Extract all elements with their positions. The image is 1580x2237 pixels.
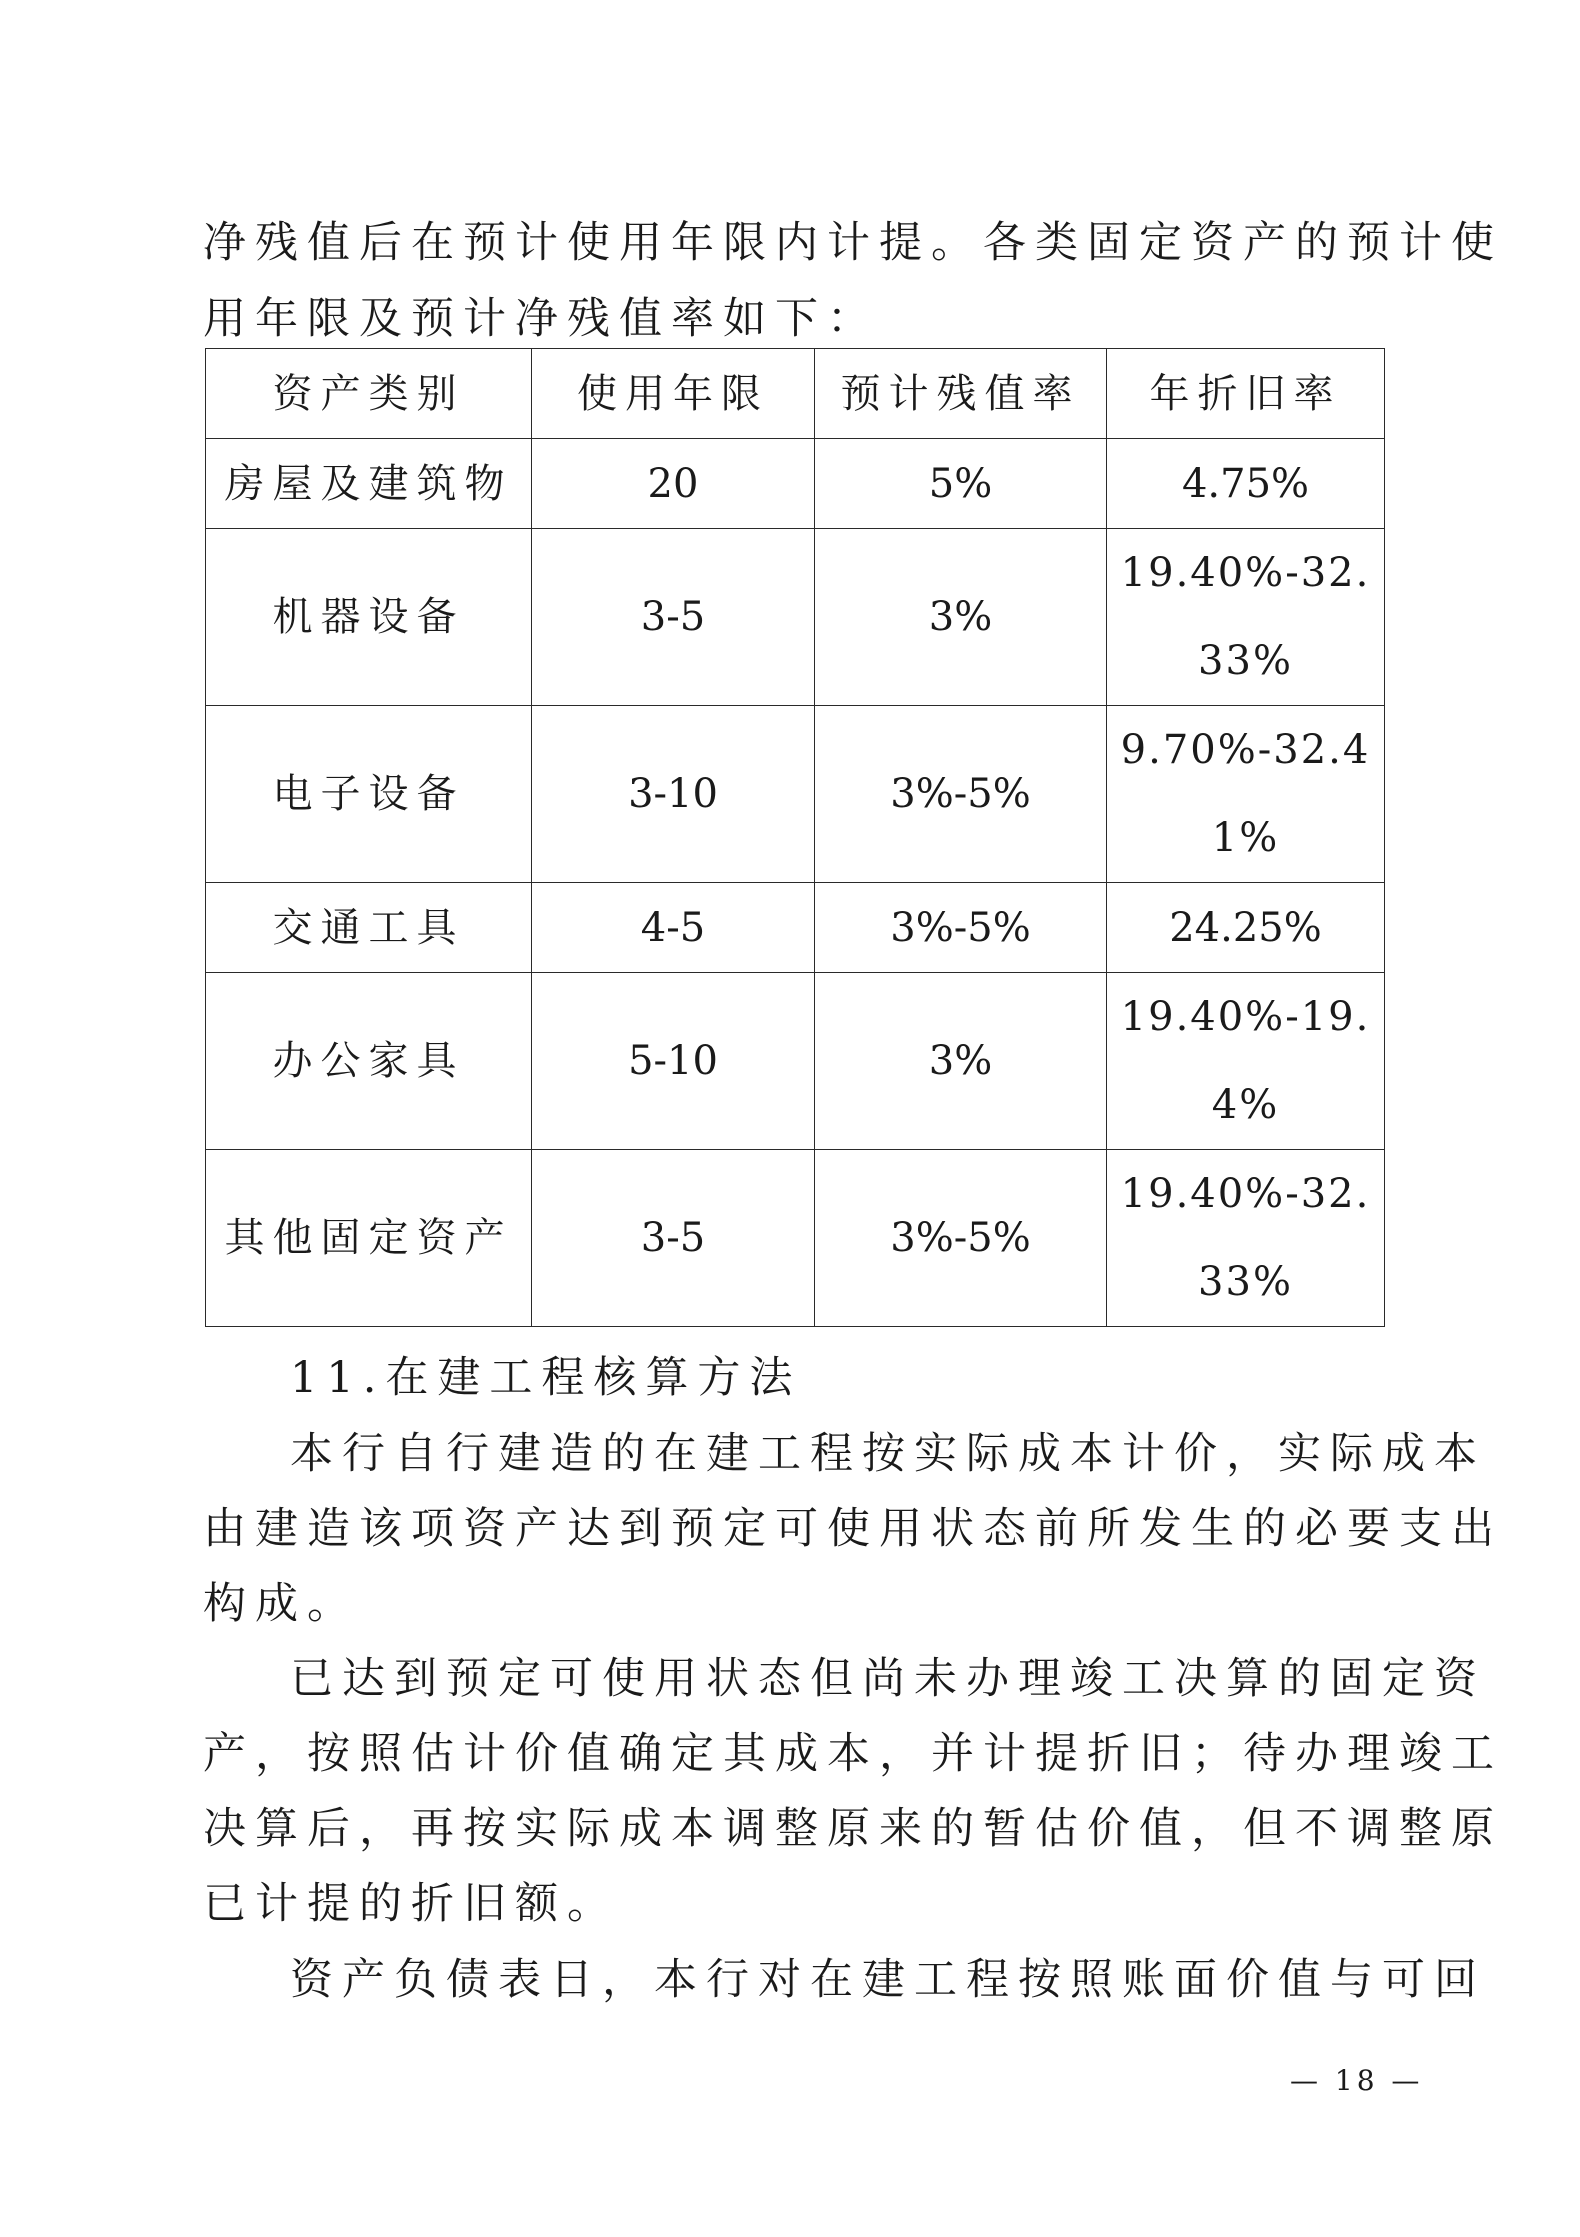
cell-residual: 5% xyxy=(815,439,1107,529)
cell-rate xyxy=(1107,973,1385,1150)
paragraph-line: 本行自行建造的在建工程按实际成本计价，实际成本 xyxy=(290,1429,1486,1479)
cell-residual: 3%-5% xyxy=(815,1150,1107,1327)
table-row xyxy=(206,973,1385,1150)
table-row xyxy=(206,529,1385,706)
rate-line: 4.75% xyxy=(1181,460,1310,507)
intro-line-2: 用年限及预计净残值率如下： xyxy=(203,294,879,344)
table-row xyxy=(206,439,1385,529)
cell-years: 3-5 xyxy=(532,529,815,706)
paragraph-line: 由建造该项资产达到预定可使用状态前所发生的必要支出 xyxy=(203,1504,1503,1554)
cell-years: 3-10 xyxy=(532,706,815,883)
cell-years: 4-5 xyxy=(532,883,815,973)
rate-line: 19.40%-32. xyxy=(1120,1171,1371,1217)
cell-category: 电子设备 xyxy=(206,706,532,883)
rate-line-wrap: 33% xyxy=(1198,638,1293,684)
cell-rate xyxy=(1107,1150,1385,1327)
header-residual: 预计残值率 xyxy=(815,349,1107,439)
table-row xyxy=(206,706,1385,883)
rate-line: 19.40%-19. xyxy=(1120,994,1371,1040)
cell-residual: 3%-5% xyxy=(815,706,1107,883)
cell-category: 房屋及建筑物 xyxy=(206,439,532,529)
paragraph-line: 决算后，再按实际成本调整原来的暂估价值，但不调整原 xyxy=(203,1804,1503,1854)
cell-category: 其他固定资产 xyxy=(206,1150,532,1327)
rate-line-wrap: 4% xyxy=(1211,1082,1280,1128)
paragraph-line: 资产负债表日，本行对在建工程按照账面价值与可回 xyxy=(290,1955,1486,2005)
paragraph-line: 产，按照估计价值确定其成本，并计提折旧；待办理竣工 xyxy=(203,1729,1503,1779)
cell-rate xyxy=(1107,529,1385,706)
cell-years: 20 xyxy=(532,439,815,529)
depreciation-table xyxy=(205,348,1385,1327)
cell-residual: 3% xyxy=(815,973,1107,1150)
rate-line: 9.70%-32.4 xyxy=(1120,727,1371,773)
cell-category: 机器设备 xyxy=(206,529,532,706)
rate-line: 24.25% xyxy=(1169,904,1322,951)
cell-residual: 3%-5% xyxy=(815,883,1107,973)
page-number: — 18 — xyxy=(1290,2064,1424,2097)
rate-line-wrap: 33% xyxy=(1198,1259,1293,1305)
paragraph-line: 构成。 xyxy=(203,1579,359,1629)
rate-line-wrap: 1% xyxy=(1211,815,1280,861)
cell-rate xyxy=(1107,883,1385,973)
table-header-row xyxy=(206,349,1385,439)
paragraph-line: 已达到预定可使用状态但尚未办理竣工决算的固定资 xyxy=(290,1654,1486,1704)
intro-line-1: 净残值后在预计使用年限内计提。各类固定资产的预计使 xyxy=(203,218,1503,268)
header-rate: 年折旧率 xyxy=(1107,349,1385,439)
table-row xyxy=(206,883,1385,973)
cell-rate xyxy=(1107,439,1385,529)
header-years: 使用年限 xyxy=(532,349,815,439)
cell-residual: 3% xyxy=(815,529,1107,706)
cell-years: 5-10 xyxy=(532,973,815,1150)
header-category: 资产类别 xyxy=(206,349,532,439)
cell-rate xyxy=(1107,706,1385,883)
cell-category: 交通工具 xyxy=(206,883,532,973)
paragraph-line: 已计提的折旧额。 xyxy=(203,1879,619,1929)
rate-line: 19.40%-32. xyxy=(1120,550,1371,596)
cell-years: 3-5 xyxy=(532,1150,815,1327)
table-row xyxy=(206,1150,1385,1327)
section-heading: 11.在建工程核算方法 xyxy=(290,1353,802,1403)
cell-category: 办公家具 xyxy=(206,973,532,1150)
